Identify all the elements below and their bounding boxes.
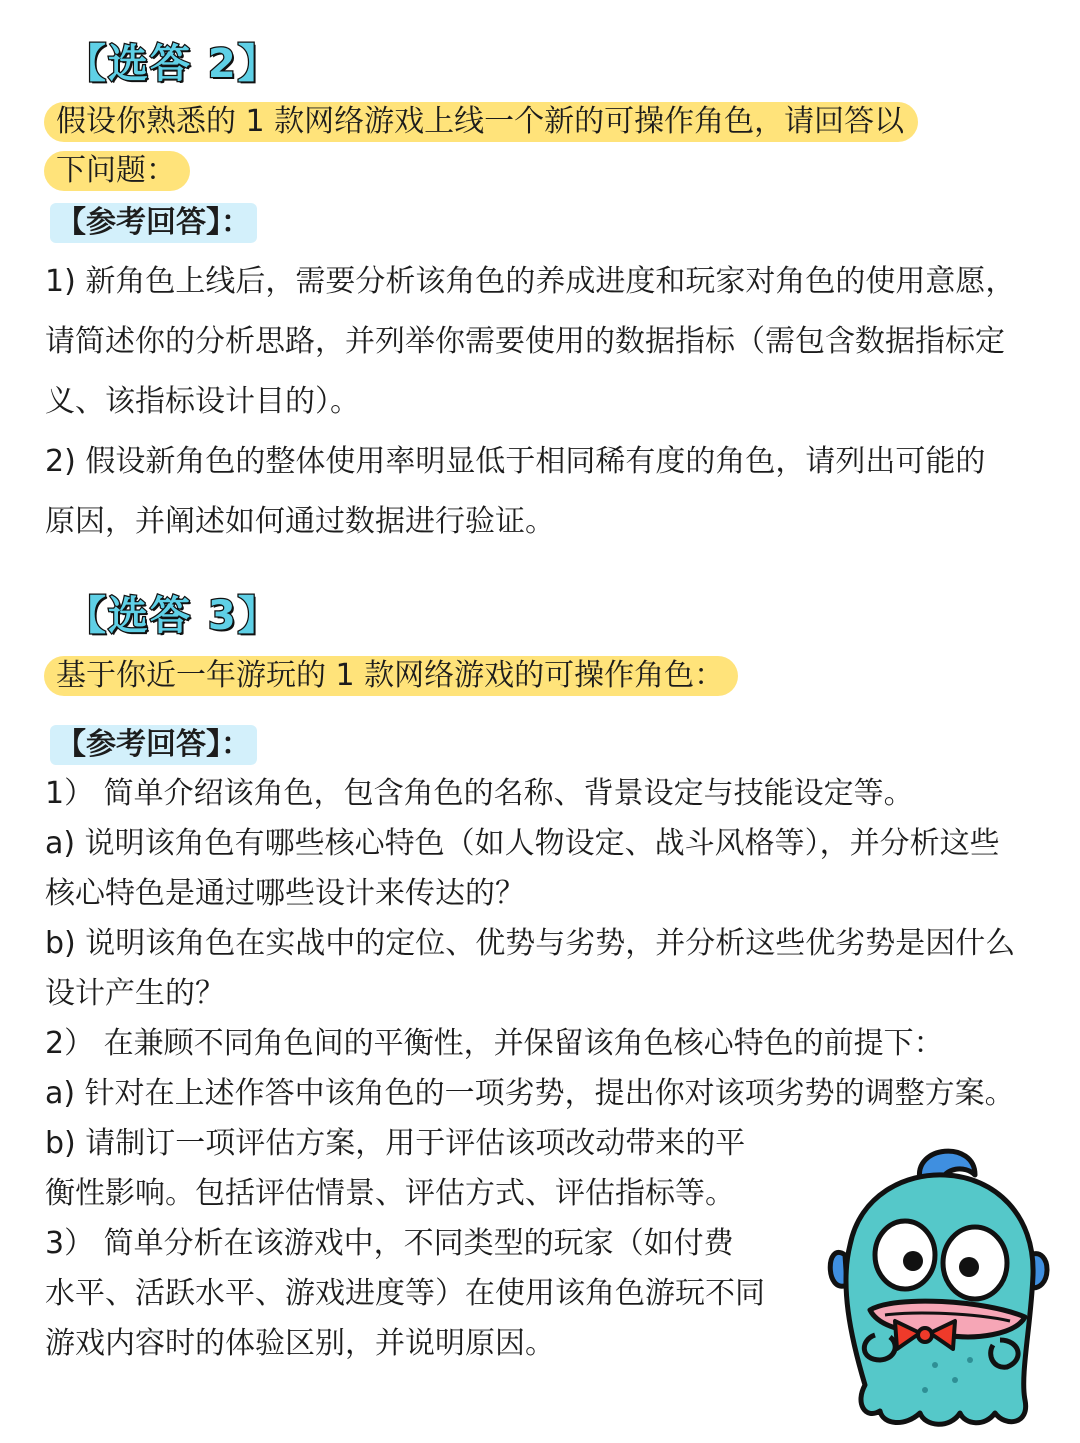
section-2-answer-label: 【参考回答】： xyxy=(50,203,257,243)
section-3-line-12: 游戏内容时的体验区别，并说明原因。 xyxy=(45,1326,555,1361)
section-3-line-2: a) 说明该角色有哪些核心特色（如人物设定、战斗风格等），并分析这些 xyxy=(45,826,1000,861)
section-3-line-7: a) 针对在上述作答中该角色的一项劣势，提出你对该项劣势的调整方案。 xyxy=(45,1076,1015,1111)
section-2-question-line-1: 假设你熟悉的 1 款网络游戏上线一个新的可操作角色，请回答以 xyxy=(44,102,918,142)
section-3-line-1: 1） 简单介绍该角色，包含角色的名称、背景设定与技能设定等。 xyxy=(45,776,914,811)
section-3-line-3: 核心特色是通过哪些设计来传达的？ xyxy=(45,876,525,911)
section-3-line-6: 2） 在兼顾不同角色间的平衡性，并保留该角色核心特色的前提下： xyxy=(45,1026,944,1061)
section-2-line-1: 1) 新角色上线后，需要分析该角色的养成进度和玩家对角色的使用意愿， xyxy=(45,264,1016,299)
section-2-line-3: 义、该指标设计目的）。 xyxy=(45,384,360,419)
section-2-heading: 【选答 2】 xyxy=(66,41,280,87)
section-3-line-10: 3） 简单分析在该游戏中，不同类型的玩家（如付费 xyxy=(45,1226,734,1261)
section-3-line-5: 设计产生的？ xyxy=(45,976,225,1011)
section-3-question-line-1: 基于你近一年游玩的 1 款网络游戏的可操作角色： xyxy=(44,656,738,696)
section-3-answer-label: 【参考回答】： xyxy=(50,725,257,765)
section-2-line-4: 2) 假设新角色的整体使用率明显低于相同稀有度的角色，请列出可能的 xyxy=(45,444,986,479)
section-3-line-9: 衡性影响。包括评估情景、评估方式、评估指标等。 xyxy=(45,1176,735,1211)
section-2-line-5: 原因，并阐述如何通过数据进行验证。 xyxy=(45,504,555,539)
section-3-line-8: b) 请制订一项评估方案，用于评估该项改动带来的平 xyxy=(45,1126,746,1161)
section-3-line-11: 水平、活跃水平、游戏进度等）在使用该角色游玩不同 xyxy=(45,1276,765,1311)
section-3-heading: 【选答 3】 xyxy=(66,593,280,639)
hangyodon-mascot-icon xyxy=(825,1135,1055,1435)
section-3-line-4: b) 说明该角色在实战中的定位、优势与劣势，并分析这些优劣势是因什么 xyxy=(45,926,1016,961)
section-2-line-2: 请简述你的分析思路，并列举你需要使用的数据指标（需包含数据指标定 xyxy=(45,324,1005,359)
section-2-question-line-2: 下问题： xyxy=(44,151,190,191)
